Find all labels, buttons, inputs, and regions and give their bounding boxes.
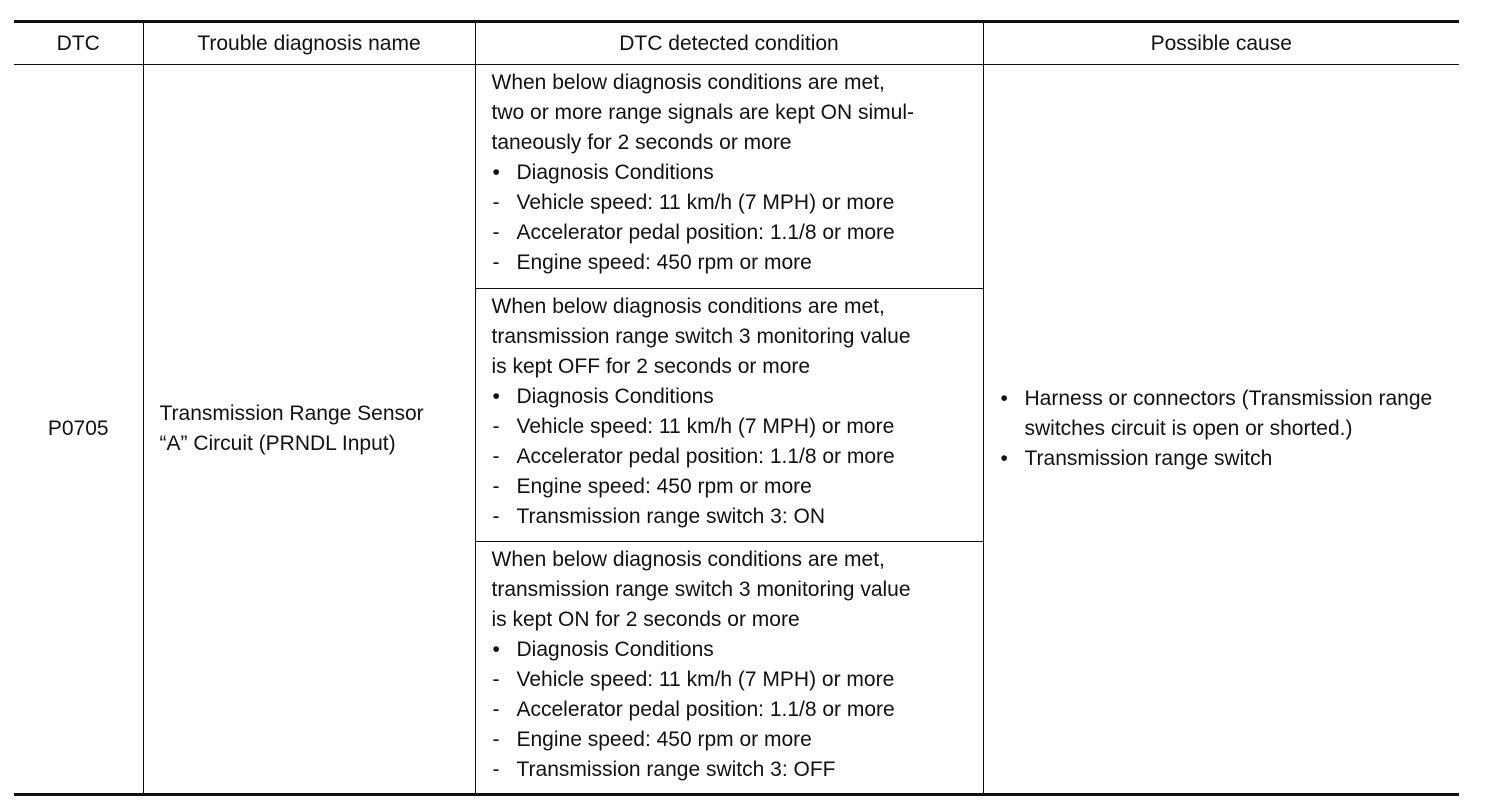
- condition-text-line: is kept ON for 2 seconds or more: [491, 608, 800, 631]
- list-marker: -: [492, 475, 500, 498]
- condition-text-line: When below diagnosis conditions are met,: [491, 295, 885, 318]
- detected-condition-cell: [475, 289, 983, 542]
- list-marker: -: [492, 445, 500, 468]
- condition-list-item: [492, 695, 975, 725]
- list-marker: -: [492, 505, 500, 528]
- list-marker: -: [492, 668, 500, 691]
- condition-item-text: Diagnosis Conditions: [516, 385, 714, 408]
- condition-list-item: [492, 248, 975, 278]
- condition-item-text: Transmission range switch 3: ON: [516, 505, 825, 528]
- condition-list-item: [492, 725, 975, 755]
- condition-item-text: Accelerator pedal position: 1.1/8 or more: [516, 445, 895, 468]
- condition-item-text: Accelerator pedal position: 1.1/8 or more: [516, 698, 895, 721]
- condition-item-text: Accelerator pedal position: 1.1/8 or more: [516, 221, 895, 244]
- condition-list-item: [492, 502, 975, 532]
- header-dtc-detected-condition: DTC detected condition: [475, 22, 983, 65]
- condition-list-item: [492, 472, 975, 502]
- detected-condition-cell: [475, 65, 983, 289]
- dtc-code: P0705: [14, 65, 143, 795]
- condition-text-line: When below diagnosis conditions are met,: [491, 71, 885, 94]
- list-marker: •: [1000, 387, 1008, 410]
- condition-item-text: Vehicle speed: 11 km/h (7 MPH) or more: [516, 191, 895, 214]
- header-trouble-diagnosis-name: Trouble diagnosis name: [143, 22, 475, 65]
- list-marker: -: [492, 698, 500, 721]
- condition-text-line: is kept OFF for 2 seconds or more: [491, 355, 811, 378]
- condition-text-line: transmission range switch 3 monitoring value: [491, 325, 911, 348]
- condition-item-text: Engine speed: 450 rpm or more: [516, 251, 812, 274]
- cause-list-item: [1000, 444, 1452, 474]
- condition-list-item: [492, 218, 975, 248]
- condition-item-text: Diagnosis Conditions: [516, 638, 714, 661]
- dtc-table: [14, 20, 1459, 796]
- detected-condition-cell: [475, 542, 983, 795]
- condition-list-item: [492, 158, 975, 188]
- list-marker: -: [492, 221, 500, 244]
- table-row: [14, 65, 1459, 289]
- list-marker: •: [492, 638, 500, 661]
- condition-list-item: [492, 412, 975, 442]
- list-marker: -: [492, 415, 500, 438]
- header-possible-cause: Possible cause: [983, 22, 1459, 65]
- condition-list-item: [492, 382, 975, 412]
- condition-text-line: transmission range switch 3 monitoring value: [491, 578, 911, 601]
- cause-list-item: [1000, 384, 1452, 444]
- possible-cause-cell: [983, 65, 1459, 795]
- list-marker: •: [492, 385, 500, 408]
- condition-list-item: [492, 188, 975, 218]
- list-marker: -: [492, 191, 500, 214]
- cause-text: Harness or connectors (Transmission range switches circuit is open or shorted.): [1024, 387, 1433, 440]
- condition-item-text: Vehicle speed: 11 km/h (7 MPH) or more: [516, 415, 895, 438]
- header-dtc: DTC: [14, 22, 143, 65]
- list-marker: •: [1000, 447, 1008, 470]
- dtc-table-sheet: [14, 20, 1459, 796]
- list-marker: -: [492, 728, 500, 751]
- condition-list-item: [492, 755, 975, 785]
- condition-item-text: Diagnosis Conditions: [516, 161, 714, 184]
- trouble-diagnosis-name: [143, 65, 475, 795]
- condition-item-text: Engine speed: 450 rpm or more: [516, 728, 812, 751]
- condition-item-text: Engine speed: 450 rpm or more: [516, 475, 812, 498]
- list-marker: -: [492, 758, 500, 781]
- cause-text: Transmission range switch: [1024, 447, 1273, 470]
- condition-item-text: Transmission range switch 3: OFF: [516, 758, 836, 781]
- condition-text-line: two or more range signals are kept ON simul-: [491, 101, 914, 124]
- condition-item-text: Vehicle speed: 11 km/h (7 MPH) or more: [516, 668, 895, 691]
- list-marker: •: [492, 161, 500, 184]
- list-marker: -: [492, 251, 500, 274]
- diagnosis-name-line: “A” Circuit (PRNDL Input): [159, 432, 396, 455]
- condition-text-line: When below diagnosis conditions are met,: [491, 548, 885, 571]
- condition-list-item: [492, 665, 975, 695]
- header-row: [14, 22, 1459, 65]
- condition-list-item: [492, 635, 975, 665]
- condition-list-item: [492, 442, 975, 472]
- diagnosis-name-line: Transmission Range Sensor: [159, 402, 424, 425]
- condition-text-line: taneously for 2 seconds or more: [491, 131, 792, 154]
